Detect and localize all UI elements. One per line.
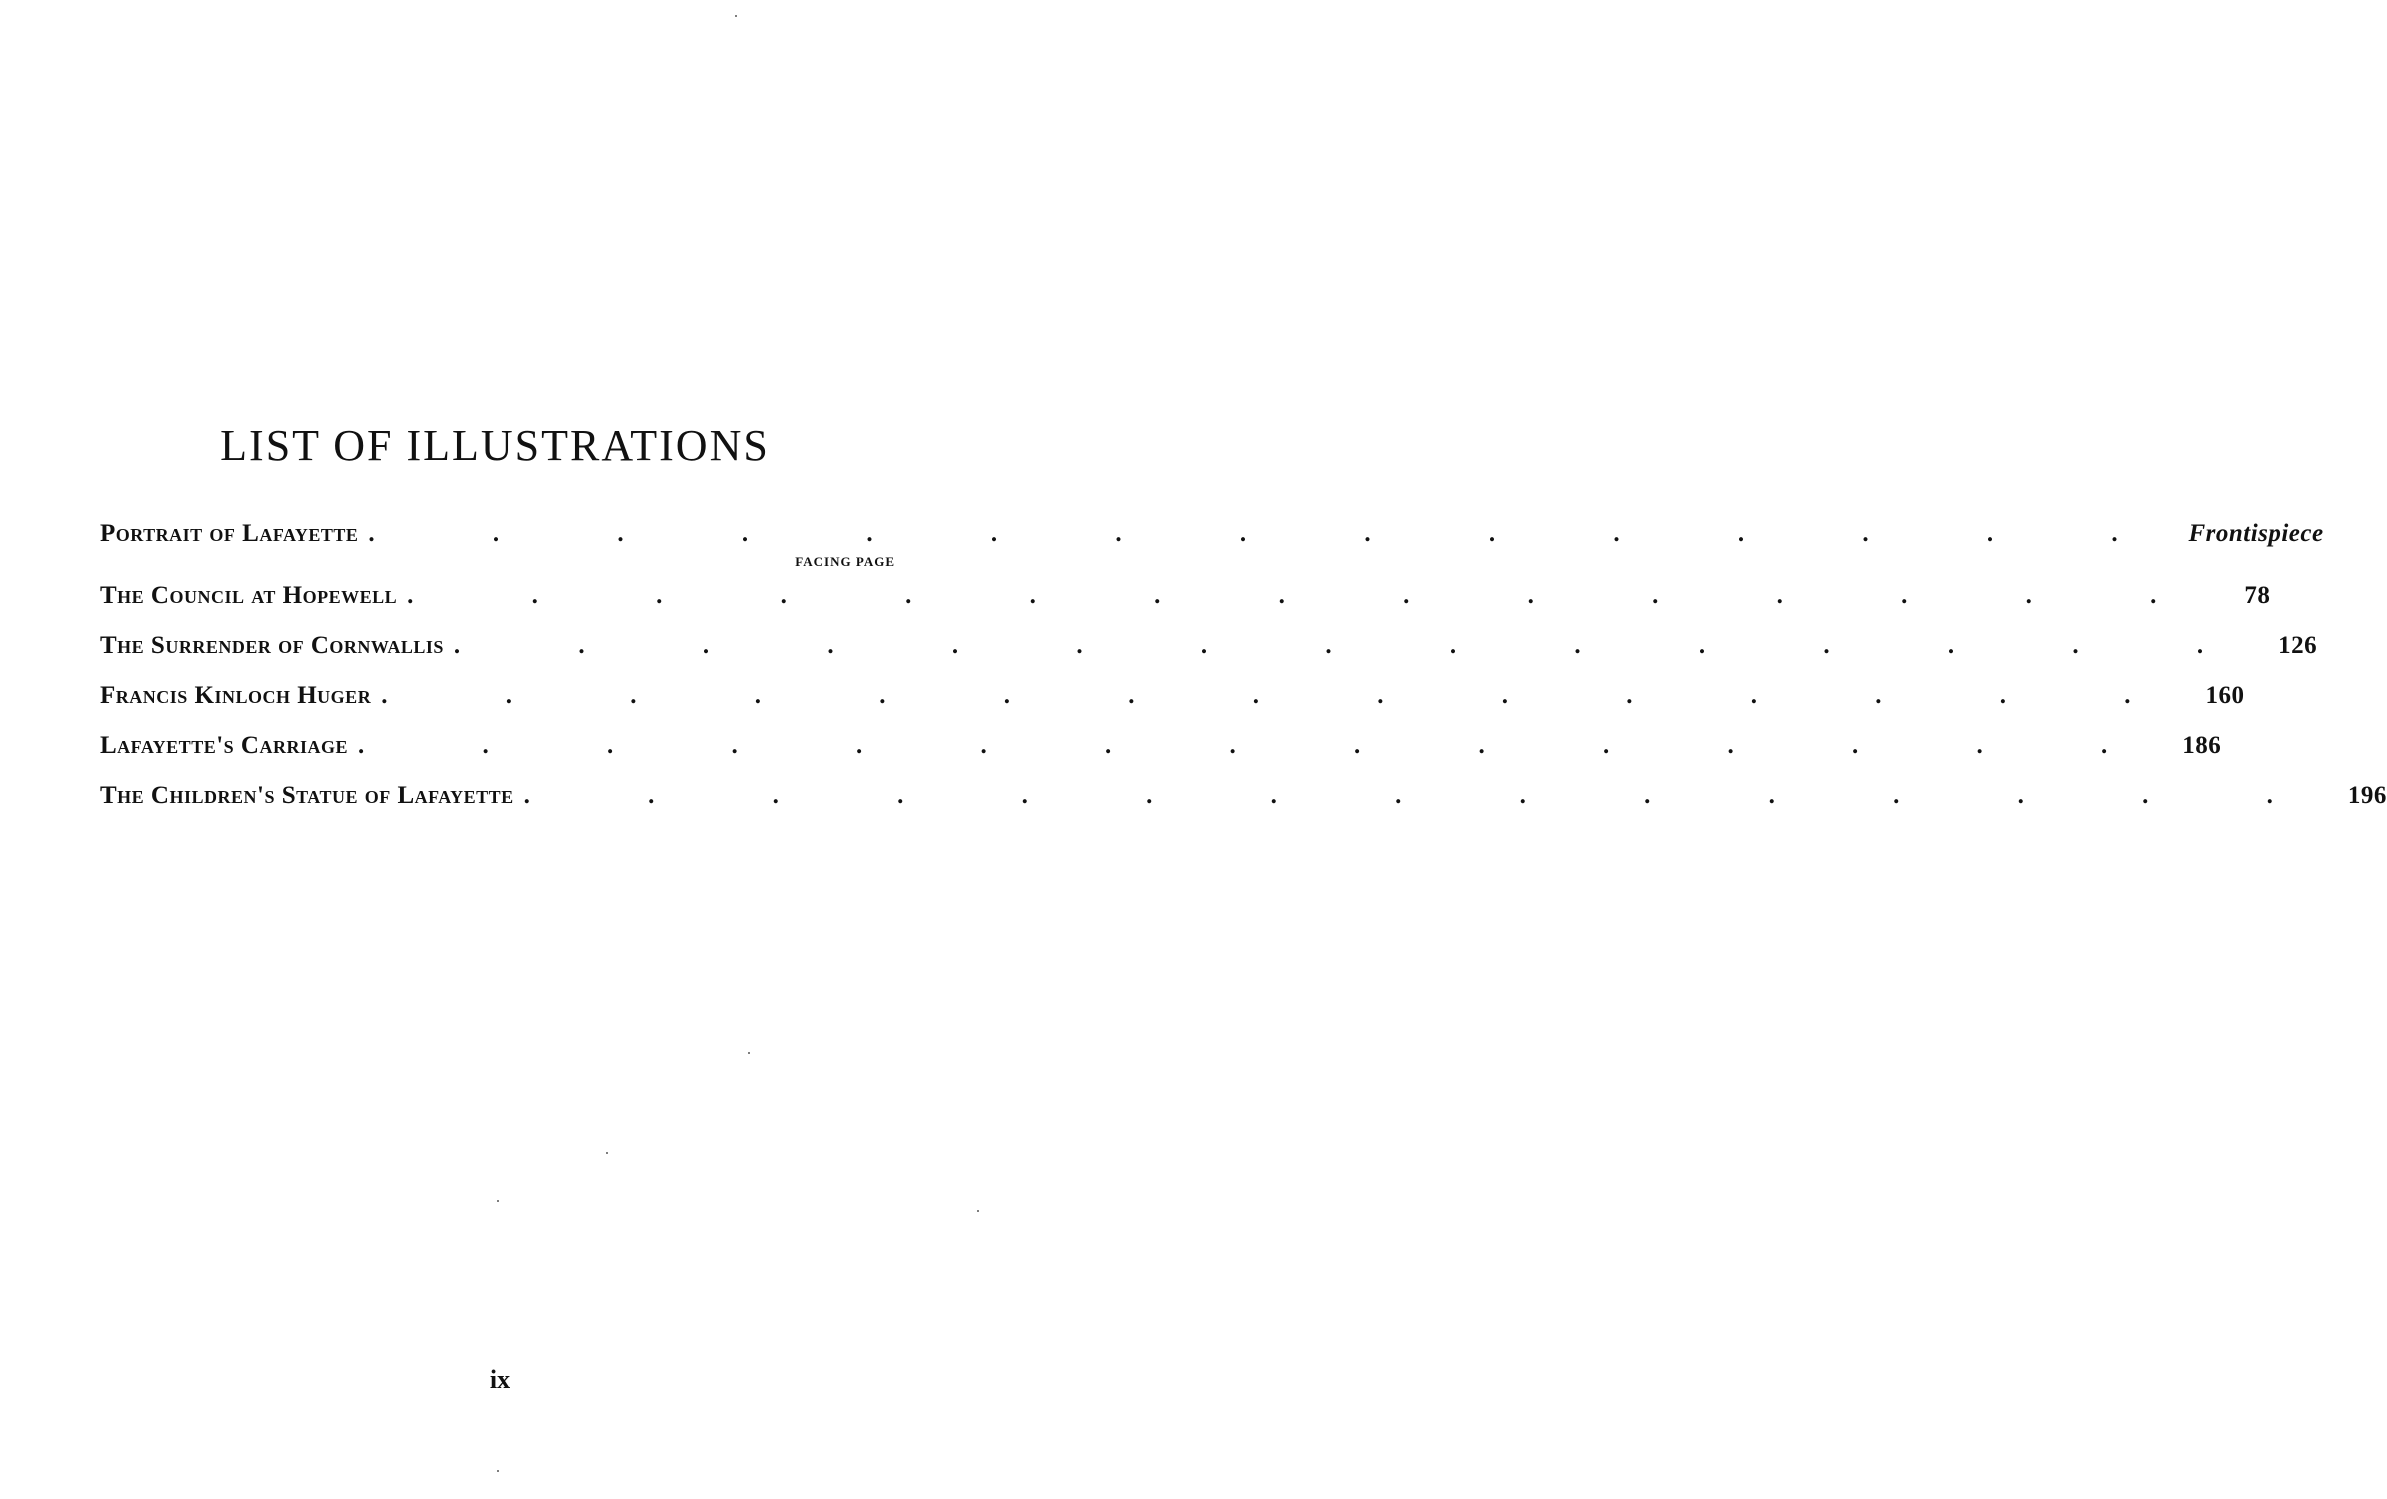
- facing-page-label: FACING PAGE: [795, 554, 895, 569]
- leader-dots: . . . . . . . . . . . . . . .: [407, 582, 2213, 609]
- entry-page: Frontispiece: [2188, 520, 2324, 547]
- leader-dots: . . . . . . . . . . . . . . .: [523, 782, 2329, 809]
- leader-dots: . . . . . . . . . . . . . . .: [357, 732, 2164, 759]
- paper-speck: [735, 15, 737, 17]
- list-item: [100, 682, 2245, 732]
- leader-dots: . . . . . . . . . . . . . . .: [453, 632, 2260, 659]
- paper-speck: [497, 1470, 499, 1472]
- entry-page: 196: [2347, 782, 2387, 809]
- entry-label: The Council at Hopewell: [100, 582, 407, 610]
- entry-label: The Surrender of Cornwallis: [100, 632, 454, 660]
- paper-speck: [606, 1152, 608, 1154]
- paper-speck: [748, 1052, 750, 1054]
- entry-label: The Children's Statue of Lafayette: [100, 782, 524, 810]
- list-item: [100, 632, 2318, 682]
- page-title: LIST OF ILLUSTRATIONS: [220, 421, 770, 470]
- entry-label: Francis Kinloch Huger: [100, 682, 381, 710]
- list-item: [100, 582, 2271, 632]
- entry-page: 78: [2244, 582, 2271, 609]
- paper-speck: [977, 1210, 979, 1212]
- paper-speck: [497, 1200, 499, 1202]
- leader-dots: . . . . . . . . . . . . . . .: [381, 682, 2187, 709]
- list-item: [100, 732, 2222, 782]
- entry-label: Lafayette's Carriage: [100, 732, 358, 760]
- entry-label: Portrait of Lafayette: [100, 520, 368, 548]
- list-item: [100, 782, 2387, 832]
- entry-page: 126: [2278, 632, 2318, 659]
- page-number: ix: [489, 1365, 511, 1394]
- illustrations-list: [100, 520, 2387, 832]
- leader-dots: . . . . . . . . . . . . . . .: [368, 520, 2174, 547]
- entry-page: 160: [2205, 682, 2245, 709]
- entry-page: 186: [2182, 732, 2222, 759]
